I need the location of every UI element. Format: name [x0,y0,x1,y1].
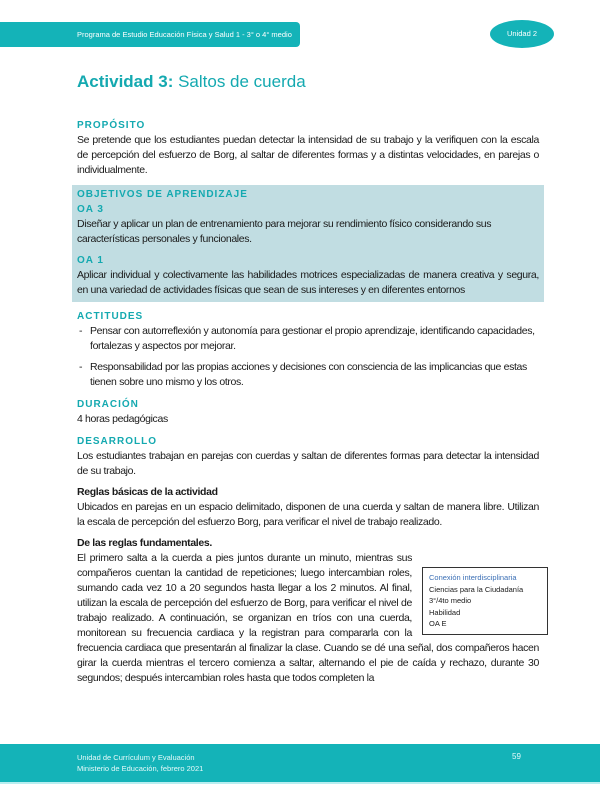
duracion-heading: DURACIÓN [77,399,139,410]
page-title [77,72,306,92]
page-number: 59 [512,752,521,761]
objetivos-heading: OBJETIVOS DE APRENDIZAJE [77,189,248,200]
sidebox-line: Ciencias para la Ciudadanía [429,584,524,594]
oa-text: Diseñar y aplicar un plan de entrenamiento para mejorar su rendimiento físico considerando sus características personales y funcionales. [77,218,492,245]
duracion-text: 4 horas pedagógicas [77,413,168,425]
reglas-fundamentales-paragraph [77,551,539,686]
oa-code: OA 1 [77,255,104,266]
actitudes-heading: ACTITUDES [77,311,144,322]
desarrollo-heading: DESARROLLO [77,436,157,447]
reglas-fundamentales-text-cont: compararla con la frecuencia cardiaca que presentarán al finalizar la clase. Cuando se dé una señal, dos compañeros hacen girar la cuerda mientras el tercero comienza a saltar, alternando el pie de caída y rechazo, durante 30 segundos; después intercambian roles hasta que todos completen la [77,627,539,684]
footer-line1: Unidad de Currículum y Evaluación [77,753,195,762]
proposito-text: Se pretende que los estudiantes puedan detectar la intensidad de su trabajo y la verifiquen con la escala de percepción del esfuerzo de Borg, al saltar de diferentes formas y a distintas velocidades, en parejas o individualmente. [77,134,539,176]
oa-text: Aplicar individual y colectivamente las habilidades motrices especializadas de manera creativa y segura, en una variedad de actividades físicas que sean de sus intereses y en diferentes entornos [77,269,539,296]
title-text: Saltos de cuerda [173,72,306,91]
desarrollo-text: Los estudiantes trabajan en parejas con cuerdas y saltan de diferentes formas para detectar la intensidad de su trabajo. [77,450,539,477]
reglas-fundamentales-title: De las reglas fundamentales. [77,537,212,549]
footer [0,744,600,784]
objetivos-box [72,185,544,302]
sidebox-title: Conexión interdisciplinaria [429,573,517,582]
interdisciplinary-box [422,567,548,635]
sidebox-line: Habilidad [429,607,461,617]
content-column [77,118,539,686]
proposito-section [77,118,539,178]
duracion-section [77,397,539,427]
actitud-item: - Pensar con autorreflexión y autonomía para gestionar el propio aprendizaje, identificando capacidades, fortalezas y aspectos por mejorar. [77,324,539,354]
oa-code: OA 3 [77,204,104,215]
unit-badge: Unidad 2 [490,20,554,48]
desarrollo-section [77,434,539,686]
actitudes-section [77,309,539,390]
footer-line2: Ministerio de Educación, febrero 2021 [77,764,204,773]
sidebox-line: 3°/4to medio [429,596,472,605]
reglas-basicas-text: Ubicados en parejas en un espacio delimitado, disponen de una cuerda y saltan de manera libre. Utilizan la escala de percepción del esfuerzo Borg, para verificar el nivel de trabajo realizado. [77,501,539,528]
reglas-basicas-title: Reglas básicas de la actividad [77,486,218,498]
sidebox-line: OA E [429,619,447,628]
program-header: Programa de Estudio Educación Física y Salud 1 - 3° o 4° medio [0,22,300,47]
title-number: Actividad 3: [77,72,174,91]
actitud-item: - Responsabilidad por las propias acciones y decisiones con consciencia de las implicancias que estas tienen sobre uno mismo y los otros. [77,360,539,390]
proposito-heading: PROPÓSITO [77,120,146,131]
reglas-fundamentales-text: El primero salta a la cuerda a pies juntos durante un minuto, mientras sus compañeros cuentan la cantidad de repeticiones; luego intercambian roles, sumando cada vez 10 a 20 segundos hasta llegar a los 2 minutos. Al final, utilizan la escala de percepción del esfuerzo de Borg, para verificar el nivel de trabajo realizado. A continuación, se organizan en tríos con una cuerda, monitorean su frecuencia cardiaca y la registran para [77,552,412,639]
